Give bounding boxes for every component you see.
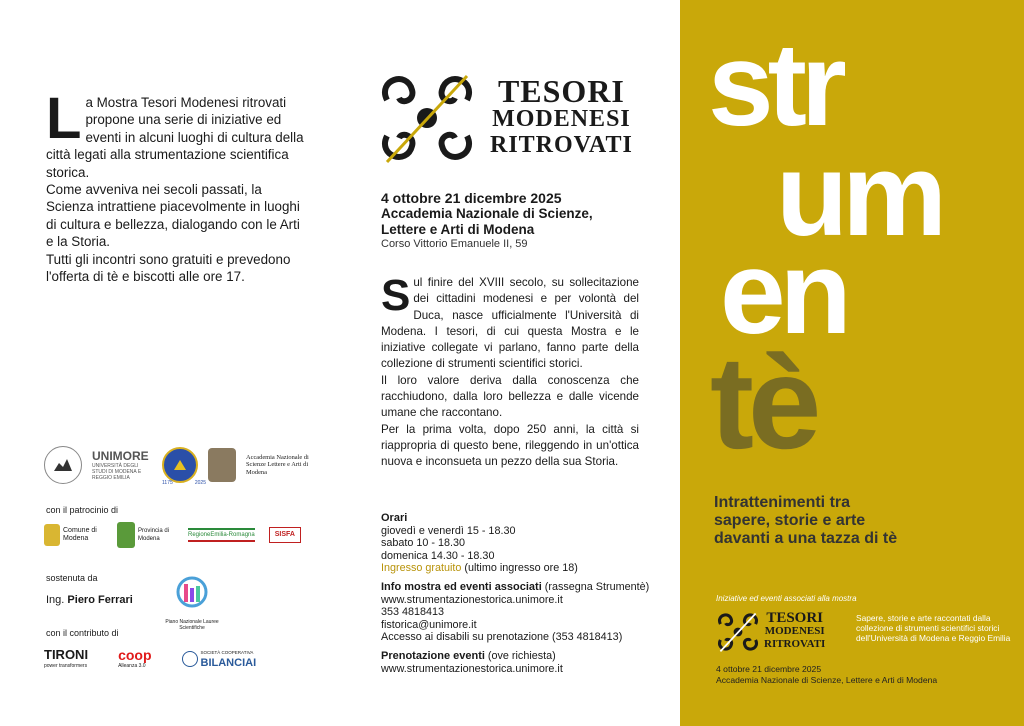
- comune-logo: Comune di Modena: [44, 524, 103, 546]
- ingresso-label: Ingresso gratuito: [381, 562, 462, 575]
- regione-logo: RegioneEmilia-Romagna: [188, 528, 255, 542]
- cover-small-heading: Iniziative ed eventi associati alla mostra: [716, 594, 857, 603]
- anniversary-years: 1175 2025: [162, 480, 206, 486]
- middle-panel: [340, 0, 680, 726]
- cover-word-te: tè: [710, 329, 816, 476]
- accademia-crest-icon: [208, 448, 236, 482]
- story-text: [381, 271, 639, 471]
- cover-ornament-icon: [716, 610, 760, 654]
- comune-crest-icon: [44, 524, 60, 546]
- cover-tagline: [714, 494, 1014, 548]
- pren-note: (ove richiesta): [484, 649, 556, 662]
- exhibition-title: [490, 73, 633, 158]
- ornament-logo-icon: [377, 70, 477, 166]
- event-venue1: Accademia Nazionale di Scienze,: [381, 206, 593, 221]
- info-access: Accesso ai disabili su prenotazione (353 4818413): [381, 631, 623, 644]
- contributo-label: con il contributo di: [46, 628, 119, 638]
- title-line2: MODENESI: [492, 106, 631, 132]
- bilanciai-icon: [182, 651, 198, 667]
- coop-logo: coop Alleanza 3.0: [118, 647, 152, 669]
- cover-word-str: str: [708, 19, 841, 151]
- anniversary-seal-icon: [162, 447, 198, 483]
- pren-label: Prenotazione eventi: [381, 649, 485, 662]
- accademia-logo-text: Accademia Nazionale di Scienze Lettere e Arti di Modena: [246, 453, 309, 476]
- info-email-link[interactable]: fistorica@unimore.it: [381, 618, 477, 631]
- title-line3: RITROVATI: [490, 132, 633, 158]
- bilanciai-logo: SOCIETÀ COOPERATIVA BILANCIAI: [182, 649, 257, 669]
- info-note: (rassegna Strumentè): [541, 580, 650, 593]
- contributo-logos: [44, 648, 256, 670]
- tironi-logo: TIRONI power transformers: [44, 647, 89, 669]
- piano-lauree-icon: [170, 574, 214, 614]
- tagline-line2: sapere, storie e arte: [714, 512, 866, 529]
- info-phone[interactable]: 353 4818413: [381, 606, 445, 619]
- unimore-seal-icon: [44, 446, 82, 484]
- event-venue2: Lettere e Arti di Modena: [381, 222, 535, 237]
- story-dropcap: S: [381, 271, 411, 320]
- story-p2: Il loro valore deriva dalla conoscenza che racchiudono, dalla loro bellezza e dalle vicende umane che raccontano.: [381, 373, 639, 420]
- patrocinio-logos: [44, 522, 301, 548]
- info-label: Info mostra ed eventi associati: [381, 580, 542, 593]
- left-panel: [0, 0, 340, 726]
- provincia-crest-icon: [117, 522, 135, 548]
- orari-line2: sabato 10 - 18.30: [381, 537, 466, 550]
- info-section: [381, 512, 671, 675]
- cover-panel: [680, 0, 1024, 726]
- patrocinio-label: con il patrocinio di: [46, 505, 119, 515]
- cover-mini-title: TESORI MODENESI RITROVATI: [764, 610, 826, 650]
- pren-site-link[interactable]: www.strumentazionestorica.unimore.it: [381, 662, 563, 675]
- orari-line1: giovedì e venerdì 15 - 18.30: [381, 524, 516, 537]
- title-line1: TESORI: [497, 73, 625, 109]
- cover-dates: 4 ottobre 21 dicembre 2025: [716, 664, 822, 674]
- unimore-logo: UNIMORE UNIVERSITÀ DEGLI STUDI DI MODENA E REGGIO EMILIA: [92, 448, 149, 481]
- intro-p3: Tutti gli incontri sono gratuiti e prevedono l'offerta di tè e biscotti alle ore 17.: [46, 251, 291, 285]
- intro-p2: Come avveniva nei secoli passati, la Scienza intrattiene piacevolmente in luoghi di cultura e bellezza, dialogando con le Arti e la Storia.: [46, 182, 300, 250]
- tagline-line1: Intrattenimenti tra: [714, 494, 851, 511]
- tagline-line3: davanti a una tazza di tè: [714, 530, 898, 547]
- cover-word-en: en: [720, 227, 846, 359]
- sponsor-ferrari: Ing. Piero Ferrari: [46, 594, 133, 606]
- cover-venue: Accademia Nazionale di Scienze, Lettere e Arti di Modena: [716, 675, 938, 685]
- piano-lauree-logo: Piano Nazionale Lauree Scientifiche: [164, 574, 220, 631]
- info-site-link[interactable]: www.strumentazionestorica.unimore.it: [381, 593, 563, 606]
- cover-description: Sapere, storie e arte raccontati dalla collezione di strumenti scientifici storici dell'Università di Modena e Reggio Emilia: [856, 613, 1011, 643]
- event-details: [381, 190, 661, 250]
- sisfa-logo: SISFA: [269, 527, 301, 543]
- cover-dates-block: [716, 664, 937, 686]
- cover-word-um: um: [776, 129, 941, 261]
- intro-dropcap: L: [46, 86, 82, 151]
- event-dates: 4 ottobre 21 dicembre 2025: [381, 190, 562, 206]
- intro-text: [46, 86, 306, 285]
- event-address: Corso Vittorio Emanuele II, 59: [381, 238, 528, 250]
- story-p3: Per la prima volta, dopo 250 anni, la città si riappropria di questo bene, rileggendo in un'ottica nuova e inconsueta un pezzo della sua Storia.: [381, 422, 639, 469]
- story-p1: ul finire del XVIII secolo, su sollecitazione dei cittadini modenesi e per volontà del Duca, nasce ufficialmente l'Università di Modena. I tesori, di cui questa Mostra e le iniziative collegate vi parlano, fanno parte della collezione di strumenti scientifici storici.: [381, 276, 639, 371]
- intro-p1: a Mostra Tesori Modenesi ritrovati propone una serie di iniziative ed eventi in alcuni luoghi di cultura della città legati alla strumentazione scientifica storica.: [46, 95, 304, 180]
- orari-line3: domenica 14.30 - 18.30: [381, 549, 495, 562]
- sostenuta-label: sostenuta da: [46, 573, 98, 583]
- orari-label: Orari: [381, 512, 408, 524]
- ingresso-note: (ultimo ingresso ore 18): [461, 562, 578, 575]
- institution-logos: [44, 446, 314, 484]
- provincia-logo: Provincia di Modena: [117, 522, 174, 548]
